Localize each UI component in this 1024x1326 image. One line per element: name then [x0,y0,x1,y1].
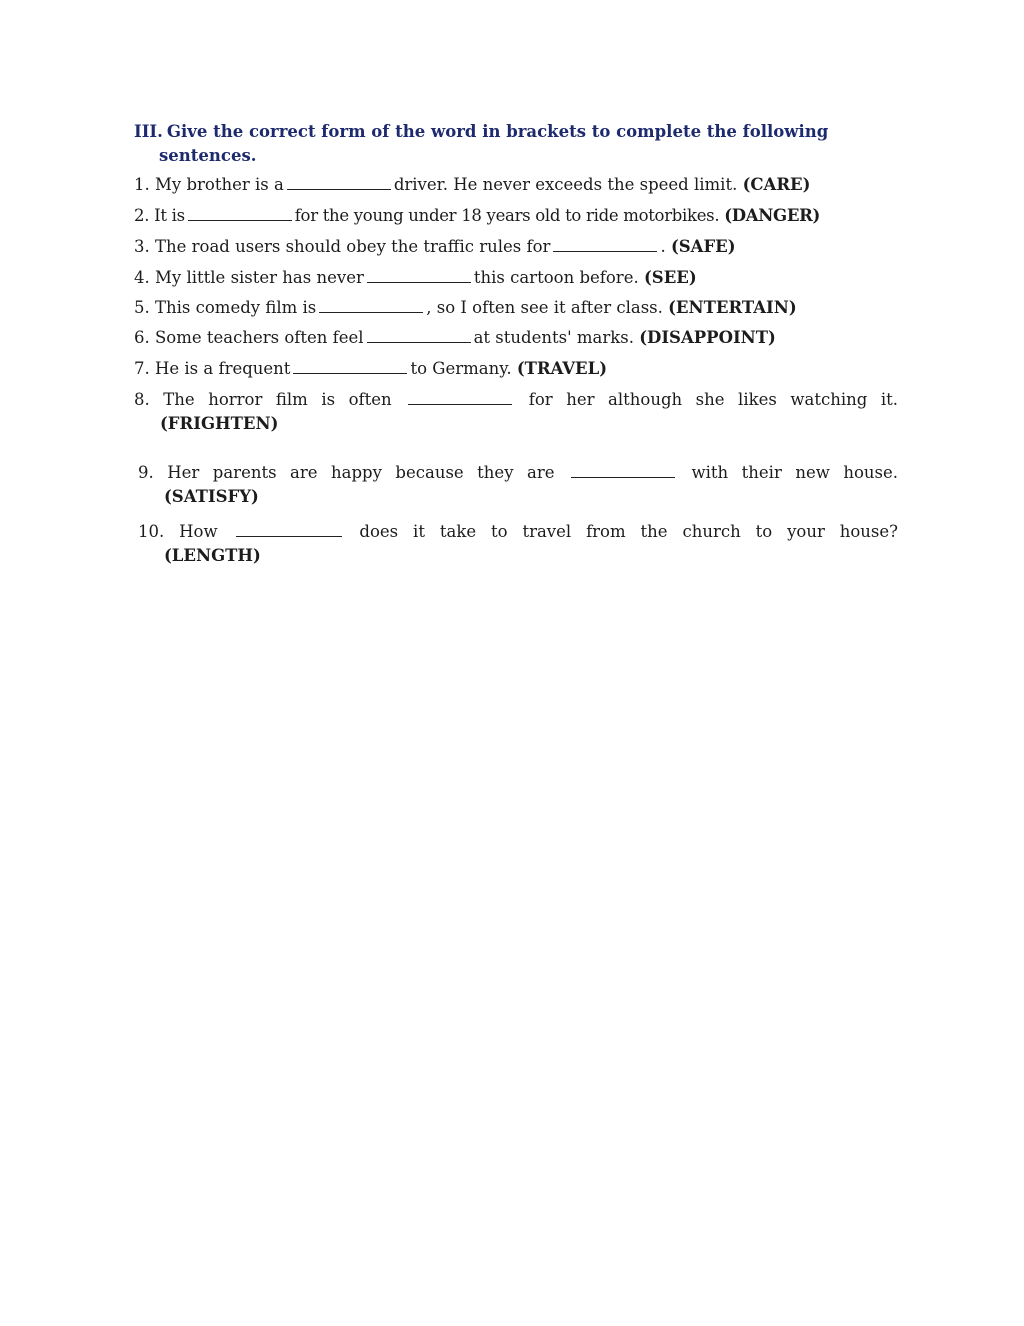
word-hint: (SATISFY) [164,487,259,506]
question-text-before: This comedy film is [155,298,317,317]
question-text-after: for the young under 18 years old to ride motorbikes. [294,206,720,225]
question-text-after: this cartoon before. [473,268,639,287]
question-2 [134,204,898,228]
question-text-before: The road users should obey the traffic rules for [155,237,551,256]
question-7 [134,357,898,381]
question-3 [134,235,898,259]
word-hint: (FRIGHTEN) [160,414,279,433]
question-number: 5. [134,298,150,317]
answer-blank[interactable] [571,462,675,478]
question-text-after: does it take to travel from the church to your house? [359,522,899,541]
word-hint: (SAFE) [670,237,736,256]
question-text-after: for her although she likes watching it. [528,390,898,409]
question-text-after: at students' marks. [473,328,634,347]
question-number: 8. [134,390,150,409]
question-text-before: My brother is a [155,175,284,194]
question-number: 3. [134,237,150,256]
answer-blank[interactable] [236,521,342,537]
question-9 [138,461,898,509]
question-text-before: Her parents are happy because they are [167,463,555,482]
question-5 [134,296,898,320]
question-number: 6. [134,328,150,347]
question-number: 10. [138,522,165,541]
question-8 [134,388,898,436]
question-text-after: with their new house. [691,463,899,482]
question-number: 2. [134,206,150,225]
question-text-before: The horror film is often [163,390,392,409]
answer-blank[interactable] [367,267,471,283]
answer-blank[interactable] [287,174,391,190]
word-hint: (DISAPPOINT) [639,328,776,347]
answer-blank[interactable] [293,358,407,374]
question-10 [138,520,898,568]
question-text-before: It is [154,206,185,225]
exercise-heading [134,120,898,168]
question-number: 9. [138,463,154,482]
answer-blank[interactable] [367,327,471,343]
question-number: 7. [134,359,150,378]
question-text-before: How [179,522,218,541]
question-text-after: driver. He never exceeds the speed limit. [393,175,738,194]
word-hint: (CARE) [742,175,811,194]
question-text-before: My little sister has never [155,268,364,287]
question-number: 4. [134,268,150,287]
question-text-before: Some teachers often feel [155,328,364,347]
answer-blank[interactable] [319,297,423,313]
question-4 [134,266,898,290]
word-hint: (LENGTH) [164,546,261,565]
heading-text-line2: sentences. [159,146,257,165]
answer-blank[interactable] [188,205,292,221]
question-number: 1. [134,175,150,194]
word-hint: (ENTERTAIN) [668,298,797,317]
word-hint: (SEE) [643,268,697,287]
word-hint: (TRAVEL) [516,359,608,378]
question-1 [134,173,898,197]
answer-blank[interactable] [408,389,512,405]
question-6 [134,326,898,350]
question-text-after: , so I often see it after class. [426,298,663,317]
heading-text-line1: Give the correct form of the word in brackets to complete the following [166,122,829,141]
answer-blank[interactable] [553,236,657,252]
word-hint: (DANGER) [724,206,821,225]
question-text-after: to Germany. [410,359,512,378]
question-text-after: . [660,237,666,256]
question-text-before: He is a frequent [155,359,291,378]
exercise-number: III. [134,122,163,141]
